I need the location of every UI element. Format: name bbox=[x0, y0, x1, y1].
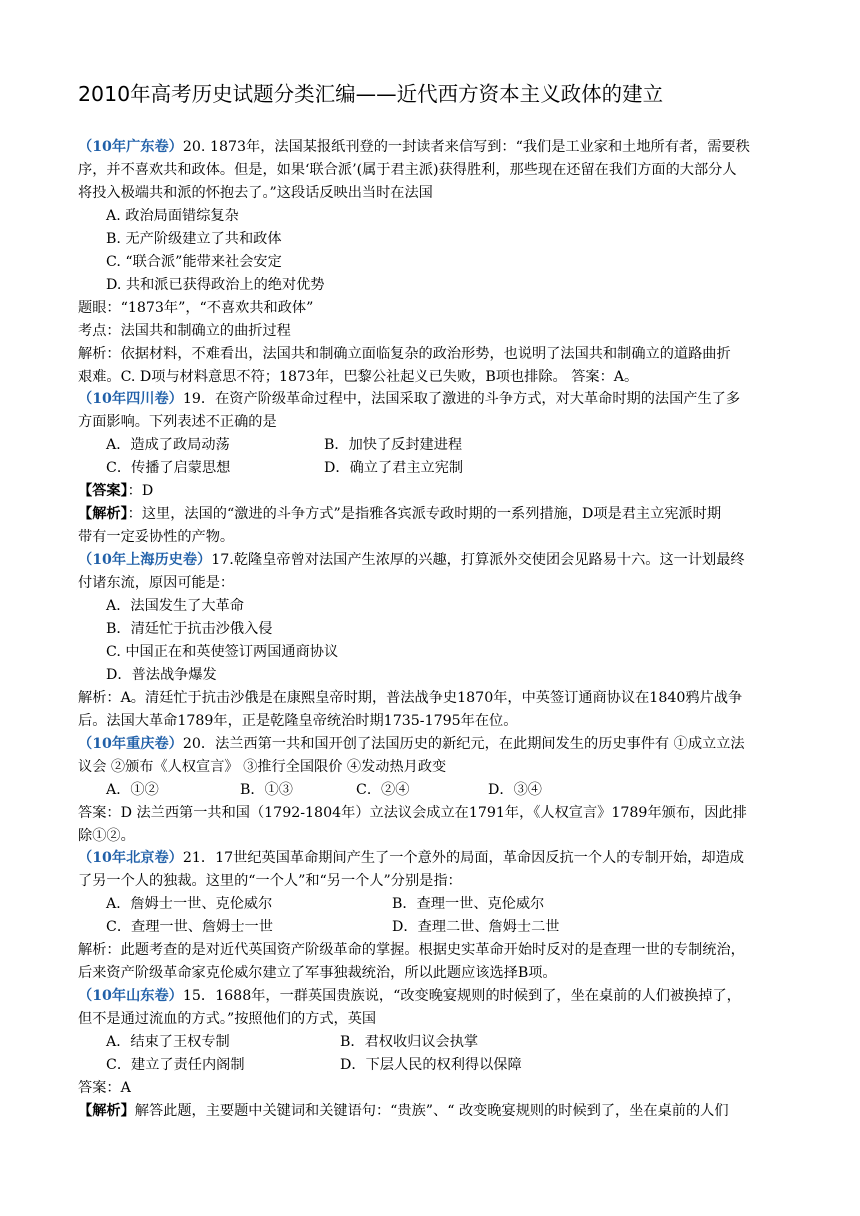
question-1-option-d: D. 共和派已获得政治上的绝对优势 bbox=[106, 277, 325, 293]
question-2-option-b: B．加快了反封建进程 bbox=[324, 437, 463, 453]
question-6-analysis-line-1: 【解析】解答此题，主要题中关键词和关键语句：“贵族”、“ 改变晚宴规则的时候到了，坐在桌前的人们 bbox=[78, 1103, 729, 1119]
question-1-option-a: A. 政治局面错综复杂 bbox=[106, 208, 239, 224]
question-1-stem-line-1: （10年广东卷）20. 1873年，法国某报纸刊登的一封读者来信写到：“我们是工业家和土地所有者，需要秩 bbox=[78, 139, 750, 155]
question-4-option-b: B．①③ bbox=[240, 782, 293, 798]
question-6-answer: 答案：A bbox=[78, 1080, 131, 1096]
question-5-option-c: C．查理一世、詹姆士一世 bbox=[106, 919, 273, 935]
question-6-option-d: D．下层人民的权利得以保障 bbox=[340, 1057, 522, 1073]
question-source: （10年广东卷） bbox=[78, 139, 183, 155]
question-1-key-phrase: 题眼：“1873年”，“不喜欢共和政体” bbox=[78, 300, 314, 316]
question-3-option-b: B．清廷忙于抗击沙俄入侵 bbox=[106, 621, 273, 637]
question-source: （10年四川卷） bbox=[78, 391, 183, 407]
question-3-option-d: D．普法战争爆发 bbox=[106, 667, 217, 683]
question-source: （10年重庆卷） bbox=[78, 736, 183, 752]
question-source: （10年山东卷） bbox=[78, 988, 183, 1004]
question-3-stem-line-1: （10年上海历史卷）17.乾隆皇帝曾对法国产生浓厚的兴趣，打算派外交使团会见路易十六。这一计划最终 bbox=[78, 552, 745, 568]
question-6-option-b: B．君权收归议会执掌 bbox=[340, 1034, 479, 1050]
question-4-option-a: A．①② bbox=[106, 782, 159, 798]
question-2-answer: 【答案】：D bbox=[78, 483, 154, 499]
question-4-option-d: D．③④ bbox=[488, 782, 542, 798]
question-3-option-c: C. 中国正在和英使签订两国通商协议 bbox=[106, 644, 339, 660]
question-1-analysis-line-1: 解析：依据材料，不难看出，法国共和制确立面临复杂的政治形势，也说明了法国共和制确立的道路曲折 bbox=[78, 346, 731, 362]
question-3-analysis-line-1: 解析：A。清廷忙于抗击沙俄是在康熙皇帝时期，普法战争史1870年，中英签订通商协议在1840鸦片战争 bbox=[78, 690, 743, 706]
question-1-stem-line-2: 序，并不喜欢共和政体。但是，如果‘联合派’(属于君主派)获得胜利，那些现在还留在我们方面的大部分人 bbox=[78, 162, 737, 178]
question-5-option-b: B．查理一世、克伦威尔 bbox=[392, 896, 545, 912]
question-5-stem-line-2: 了另一个人的独裁。这里的“一个人”和“另一个人”分别是指： bbox=[78, 873, 462, 889]
question-2-option-d: D．确立了君主立宪制 bbox=[324, 460, 464, 476]
question-3-analysis-line-2: 后。法国大革命1789年，正是乾隆皇帝统治时期1735-1795年在位。 bbox=[78, 713, 518, 729]
question-1-analysis-line-2: 艰难。C. D项与材料意思不符；1873年，巴黎公社起义已失败，B项也排除。 答案：A。 bbox=[78, 369, 639, 385]
question-5-stem-line-1: （10年北京卷）21．17世纪英国革命期间产生了一个意外的局面，革命因反抗一个人的专制开始，却造成 bbox=[78, 850, 744, 866]
document-title: 2010年高考历史试题分类汇编——近代西方资本主义政体的建立 bbox=[78, 82, 664, 106]
question-6-option-c: C．建立了责任内阁制 bbox=[106, 1057, 245, 1073]
question-5-option-a: A．詹姆士一世、克伦威尔 bbox=[106, 896, 273, 912]
question-2-analysis-line-1: 【解析】：这里，法国的“激进的斗争方式”是指雅各宾派专政时期的一系列措施，D项是君主立宪派时期 bbox=[78, 506, 722, 522]
question-1-option-c: C. “联合派”能带来社会安定 bbox=[106, 254, 282, 270]
question-6-stem-line-2: 但不是通过流血的方式。”按照他们的方式，英国 bbox=[78, 1011, 377, 1027]
question-2-analysis-line-2: 带有一定妥协性的产物。 bbox=[78, 529, 235, 545]
question-5-analysis-line-1: 解析：此题考查的是对近代英国资产阶级革命的掌握。根据史实革命开始时反对的是查理一世的专制统治， bbox=[78, 942, 745, 958]
question-4-option-c: C．②④ bbox=[356, 782, 410, 798]
question-2-stem-line-1: （10年四川卷）19．在资产阶级革命过程中，法国采取了激进的斗争方式，对大革命时期的法国产生了多 bbox=[78, 391, 741, 407]
question-source: （10年上海历史卷） bbox=[78, 552, 212, 568]
question-1-option-b: B. 无产阶级建立了共和政体 bbox=[106, 231, 282, 247]
question-5-analysis-line-2: 后来资产阶级革命家克伦威尔建立了军事独裁统治，所以此题应该选择B项。 bbox=[78, 965, 557, 981]
question-2-stem-line-2: 方面影响。下列表述不正确的是 bbox=[78, 414, 277, 430]
question-5-option-d: D．查理二世、詹姆士二世 bbox=[392, 919, 560, 935]
question-4-analysis-line-1: 答案：D 法兰西第一共和国（1792-1804年）立法议会成立在1791年，《人权宣言》1789年颁布，因此排 bbox=[78, 805, 747, 821]
question-source: （10年北京卷） bbox=[78, 850, 183, 866]
question-4-stem-line-2: 议会 ②颁布《人权宣言》 ③推行全国限价 ④发动热月政变 bbox=[78, 759, 447, 775]
question-6-stem-line-1: （10年山东卷）15．1688年，一群英国贵族说，“改变晚宴规则的时候到了，坐在桌前的人们被换掉了， bbox=[78, 988, 741, 1004]
question-4-stem-line-1: （10年重庆卷）20．法兰西第一共和国开创了法国历史的新纪元，在此期间发生的历史事件有 ①成立立法 bbox=[78, 736, 745, 752]
question-2-option-a: A．造成了政局动荡 bbox=[106, 437, 230, 453]
question-6-option-a: A．结束了王权专制 bbox=[106, 1034, 230, 1050]
question-4-analysis-line-2: 除①②。 bbox=[78, 828, 135, 844]
question-3-stem-line-2: 付诸东流，原因可能是： bbox=[78, 575, 235, 591]
question-1-exam-point: 考点：法国共和制确立的曲折过程 bbox=[78, 323, 291, 339]
question-3-option-a: A．法国发生了大革命 bbox=[106, 598, 244, 614]
question-2-option-c: C．传播了启蒙思想 bbox=[106, 460, 231, 476]
question-1-stem-line-3: 将投入极端共和派的怀抱去了。”这段话反映出当时在法国 bbox=[78, 185, 433, 201]
